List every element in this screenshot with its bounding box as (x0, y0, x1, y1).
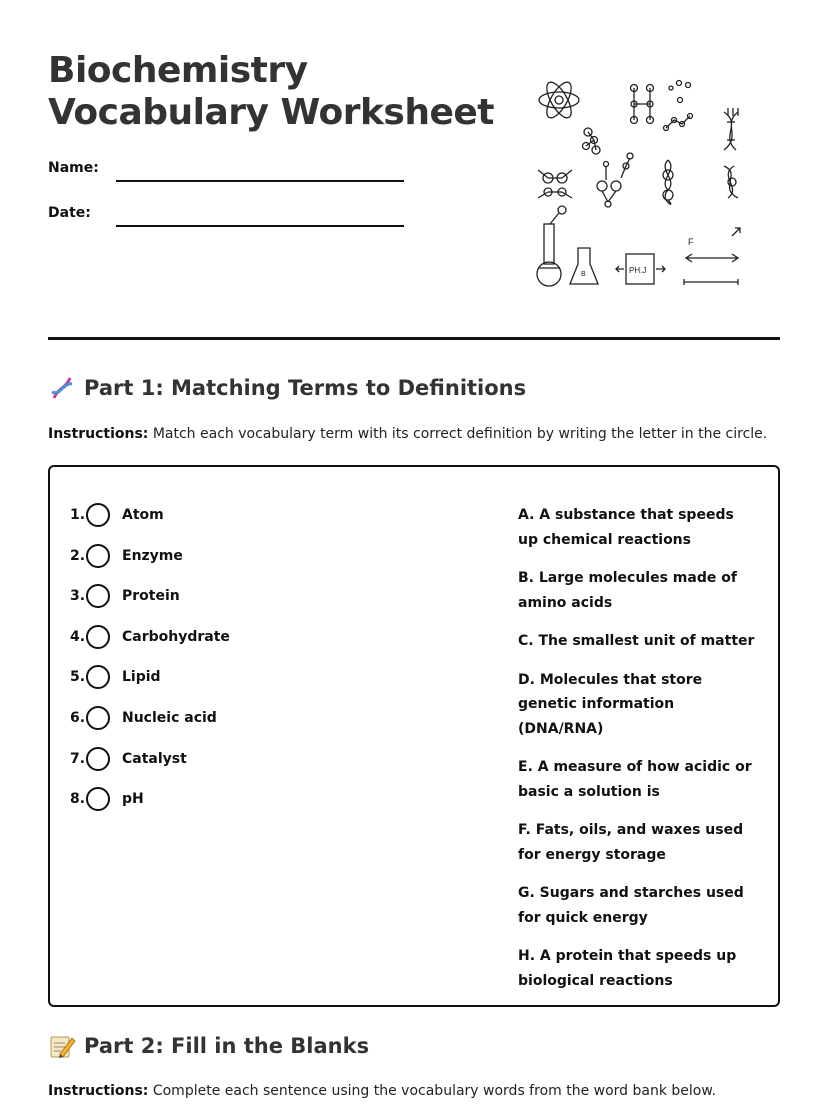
term-number: 6. (70, 709, 86, 726)
definition-item: G. Sugars and starches used for quick energy (518, 885, 744, 926)
answer-circle-6[interactable] (86, 706, 110, 730)
term-number: 4. (70, 628, 86, 645)
answer-circle-7[interactable] (86, 747, 110, 771)
force-arrows-icon (684, 228, 740, 285)
term-number: 3. (70, 588, 86, 605)
definition-item: F. Fats, oils, and waxes used for energy storage (518, 822, 744, 863)
term-label: Enzyme (122, 547, 183, 564)
definition-item: A. A substance that speeds up chemical reactions (518, 507, 734, 548)
part1-heading (48, 374, 526, 402)
term-item (70, 503, 230, 544)
term-label: Lipid (122, 669, 161, 686)
terms-list (70, 503, 230, 828)
ph-meter-icon (616, 254, 665, 284)
date-field[interactable] (116, 225, 404, 227)
term-item (70, 665, 230, 706)
erlenmeyer-flask-icon (570, 248, 598, 284)
small-molecule-icon (583, 128, 601, 154)
matching-box (48, 465, 780, 1007)
part2-heading-text: Part 2: Fill in the Blanks (84, 1034, 370, 1058)
term-label: Catalyst (122, 750, 187, 767)
term-label: Nucleic acid (122, 709, 217, 726)
term-label: Carbohydrate (122, 628, 230, 645)
science-icons-illustration (528, 70, 760, 296)
part2-instructions-label: Instructions: (48, 1083, 149, 1099)
worksheet-title (48, 50, 494, 134)
force-label: F (688, 237, 694, 247)
term-item (70, 544, 230, 585)
name-label: Name: (48, 160, 99, 176)
term-label: pH (122, 791, 144, 808)
part2-instructions (48, 1083, 716, 1099)
term-number: 2. (70, 547, 86, 564)
definitions-list (518, 503, 758, 993)
answer-circle-8[interactable] (86, 787, 110, 811)
part1-instructions-label: Instructions: (48, 426, 149, 442)
term-number: 8. (70, 791, 86, 808)
definition-item: H. A protein that speeds up biological reactions (518, 948, 737, 989)
answer-circle-3[interactable] (86, 584, 110, 608)
answer-circle-2[interactable] (86, 544, 110, 568)
definition-item: B. Large molecules made of amino acids (518, 570, 737, 611)
memo-icon (48, 1032, 76, 1060)
term-number: 7. (70, 750, 86, 767)
term-item (70, 625, 230, 666)
dna-icon (48, 374, 76, 402)
term-item (70, 584, 230, 625)
answer-circle-1[interactable] (86, 503, 110, 527)
answer-circle-5[interactable] (86, 665, 110, 689)
dna-loop-icon (724, 166, 738, 198)
ph-label: PH.J (629, 266, 647, 275)
definition-item: E. A measure of how acidic or basic a solution is (518, 759, 752, 800)
term-item (70, 706, 230, 747)
part1-heading-text: Part 1: Matching Terms to Definitions (84, 376, 527, 400)
part2-heading (48, 1032, 369, 1060)
branched-molecule-icon (597, 153, 633, 207)
date-label: Date: (48, 205, 91, 221)
part1-instructions-text: Match each vocabulary term with its correct definition by writing the letter in the circle. (148, 426, 768, 442)
definition-item: C. The smallest unit of matter (518, 633, 755, 649)
dna-helix-icon (724, 108, 738, 150)
term-item (70, 747, 230, 788)
ring-molecule-icon (538, 170, 572, 198)
term-number: 1. (70, 507, 86, 523)
title-line-1: Biochemistry (48, 50, 308, 91)
title-line-2: Vocabulary Worksheet (48, 92, 494, 133)
term-label: Protein (122, 588, 180, 605)
figure-eight-icon (663, 160, 673, 204)
term-item (70, 787, 230, 828)
round-flask-icon (537, 206, 566, 286)
part1-instructions (48, 426, 767, 442)
header-divider (48, 337, 780, 340)
term-number: 5. (70, 669, 86, 686)
definition-item: D. Molecules that store genetic information (DNA/RNA) (518, 671, 703, 737)
molecule-icon (631, 85, 654, 124)
atom-icon (539, 79, 579, 122)
name-field[interactable] (116, 180, 404, 182)
flask-label: B (581, 271, 586, 278)
answer-circle-4[interactable] (86, 625, 110, 649)
bubbles-icon (664, 81, 693, 131)
term-label: Atom (122, 507, 164, 523)
part2-instructions-text: Complete each sentence using the vocabulary words from the word bank below. (148, 1083, 716, 1099)
